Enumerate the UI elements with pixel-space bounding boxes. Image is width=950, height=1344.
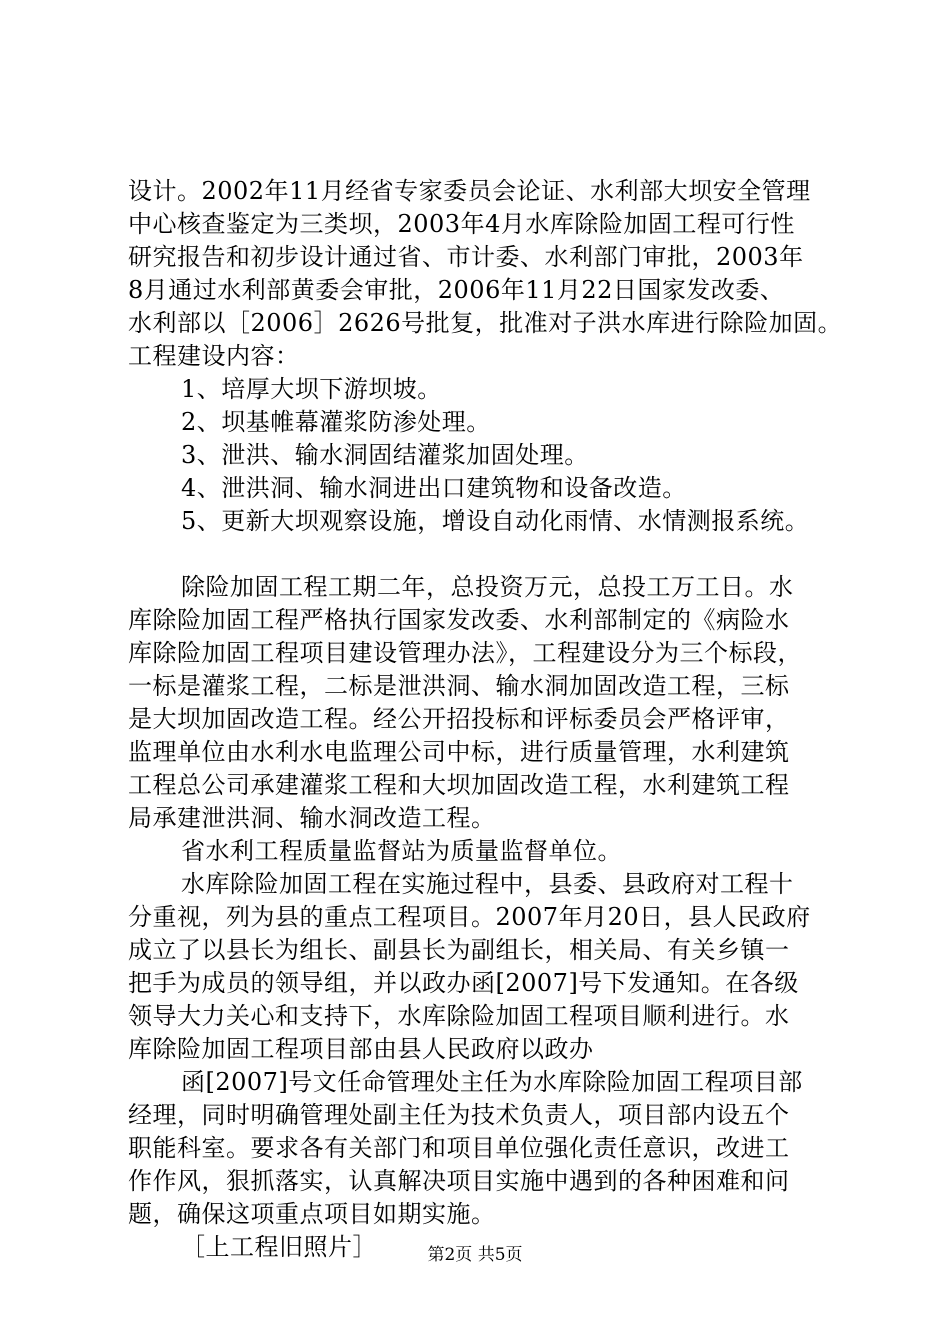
document-body <box>128 175 848 1264</box>
text-line: 把手为成员的领导组，并以政办函[2007]号下发通知。在各级 <box>128 969 799 997</box>
text-line: 中心核查鉴定为三类坝，2003年4月水库除险加固工程可行性 <box>128 210 795 238</box>
section-heading: 工程建设内容： <box>128 342 300 370</box>
text-line: 监理单位由水利水电监理公司中标，进行质量管理，水利建筑 <box>128 738 790 766</box>
page-footer: 第2页 共5页 <box>427 1245 523 1265</box>
list-item: 3、泄洪、输水洞固结灌浆加固处理。 <box>181 441 589 469</box>
text-line: 水利部以［2006］2626号批复，批准对子洪水库进行除险加固。 <box>128 309 843 337</box>
text-line: 领导大力关心和支持下，水库除险加固工程项目顺利进行。水 <box>128 1002 790 1030</box>
text-line: 除险加固工程工期二年，总投资万元，总投工万工日。水 <box>181 573 794 601</box>
text-line: 成立了以县长为组长、副县长为副组长，相关局、有关乡镇一 <box>128 936 790 964</box>
text-line: 分重视，列为县的重点工程项目。2007年月20日，县人民政府 <box>128 903 811 931</box>
text-line: 库除险加固工程项目部由县人民政府以政办 <box>128 1035 594 1063</box>
text-line: 职能科室。要求各有关部门和项目单位强化责任意识，改进工 <box>128 1134 790 1162</box>
text-line: 8月通过水利部黄委会审批，2006年11月22日国家发改委、 <box>128 276 785 304</box>
text-line: 库除险加固工程严格执行国家发改委、水利部制定的《病险水 <box>128 606 790 634</box>
text-line: 题，确保这项重点项目如期实施。 <box>128 1200 496 1228</box>
list-item: 4、泄洪洞、输水洞进出口建筑物和设备改造。 <box>181 474 687 502</box>
text-line: 函[2007]号文任命管理处主任为水库除险加固工程项目部 <box>181 1068 803 1096</box>
text-line: 库除险加固工程项目建设管理办法》，工程建设分为三个标段， <box>128 639 802 667</box>
text-line: 作作风，狠抓落实，认真解决项目实施中遇到的各种困难和问 <box>128 1167 790 1195</box>
text-line: 研究报告和初步设计通过省、市计委、水利部门审批，2003年 <box>128 243 804 271</box>
text-line: 水库除险加固工程在实施过程中，县委、县政府对工程十 <box>181 870 794 898</box>
list-item: 2、坝基帷幕灌浆防渗处理。 <box>181 408 491 436</box>
text-line: 局承建泄洪洞、输水洞改造工程。 <box>128 804 496 832</box>
list-item: 1、培厚大坝下游坝坡。 <box>181 375 442 403</box>
text-line: 工程总公司承建灌浆工程和大坝加固改造工程，水利建筑工程 <box>128 771 790 799</box>
text-line: 是大坝加固改造工程。经公开招投标和评标委员会严格评审， <box>128 705 790 733</box>
text-line: 设计。2002年11月经省专家委员会论证、水利部大坝安全管理 <box>128 177 811 205</box>
text-line: 一标是灌浆工程，二标是泄洪洞、输水洞加固改造工程，三标 <box>128 672 790 700</box>
photo-caption: ［上工程旧照片］ <box>181 1233 377 1261</box>
text-line: 省水利工程质量监督站为质量监督单位。 <box>181 837 622 865</box>
paragraph-gap <box>128 538 848 571</box>
text-line: 经理，同时明确管理处副主任为技术负责人，项目部内设五个 <box>128 1101 790 1129</box>
list-item: 5、更新大坝观察设施，增设自动化雨情、水情测报系统。 <box>181 507 810 535</box>
